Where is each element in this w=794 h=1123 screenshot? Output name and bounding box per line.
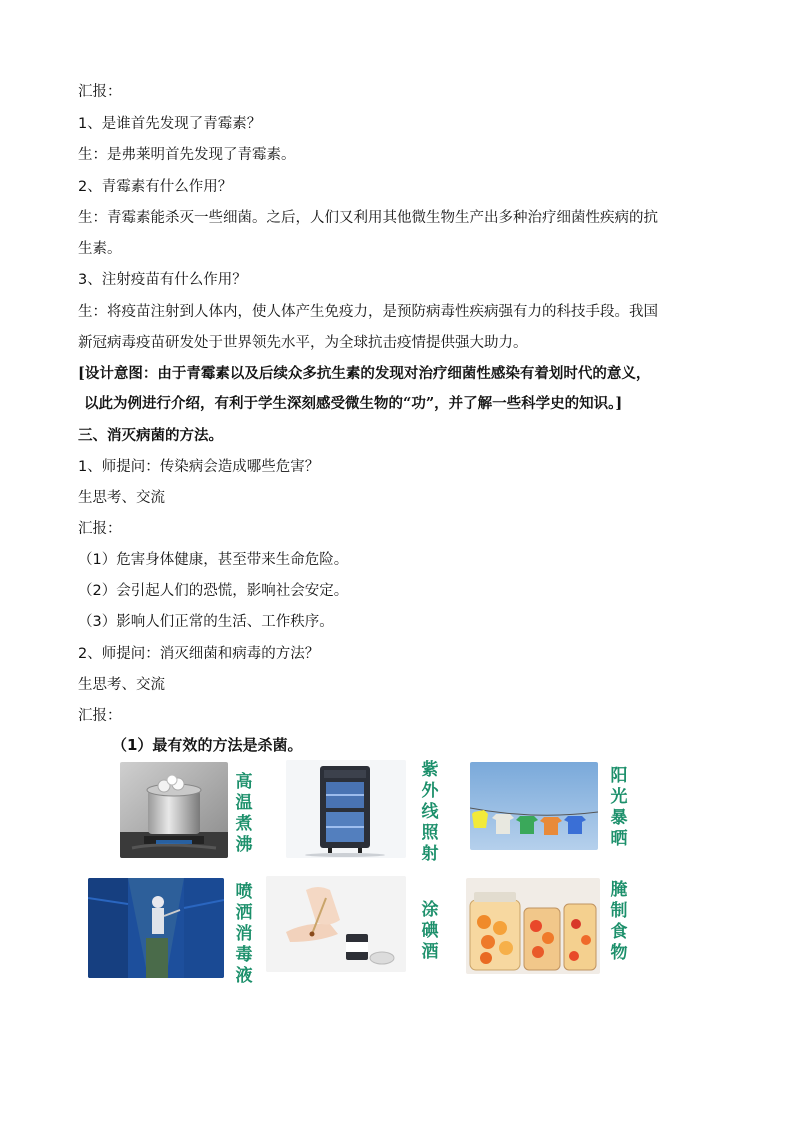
disinfectant-spray-photo [88,878,224,978]
text-line: 汇报： [78,708,122,724]
pickled-food-photo [466,878,600,974]
text-line: 新冠病毒疫苗研发处于世界领先水平，为全球抗击疫情提供强大助力。 [78,335,528,351]
method-caption: 紫外线照射 [421,760,439,864]
text-line: 生素。 [78,241,122,257]
method-caption: 高温煮沸 [235,772,253,855]
sun-drying-photo [470,762,598,850]
design-intent: [设计意图：由于青霉素以及后续众多抗生素的发现对治疗细菌性感染有着划时代的意义， [78,365,651,382]
text-line: 汇报： [78,84,122,100]
uv-cabinet-photo [286,760,406,858]
boiling-pot-photo [120,762,228,858]
text-line: 2、师提问：消灭细菌和病毒的方法？ [78,646,320,662]
text-line: 1、是谁首先发现了青霉素？ [78,116,262,132]
text-line: （1）危害身体健康，甚至带来生命危险。 [78,552,349,568]
text-line: （3）影响人们正常的生活、工作秩序。 [78,614,334,630]
text-line: 生：青霉素能杀灭一些细菌。之后，人们又利用其他微生物生产出多种治疗细菌性疾病的抗 [78,210,658,226]
text-line: （2）会引起人们的恐慌，影响社会安定。 [78,583,349,599]
method-caption: 喷洒消毒液 [235,882,253,986]
text-line: 汇报： [78,521,122,537]
text-line: 1、师提问：传染病会造成哪些危害？ [78,459,320,475]
method-caption: 涂碘酒 [421,900,439,962]
method-caption: 腌制食物 [610,880,628,963]
design-intent: 以此为例进行介绍，有利于学生深刻感受微生物的“功”，并了解一些科学史的知识。] [84,395,623,412]
subheading: （1）最有效的方法是杀菌。 [112,736,303,754]
text-line: 生思考、交流 [78,490,165,506]
text-line: 生：将疫苗注射到人体内，使人体产生免疫力，是预防病毒性疾病强有力的科技手段。我国 [78,304,658,320]
text-line: 2、青霉素有什么作用？ [78,179,233,195]
section-heading: 三、消灭病菌的方法。 [78,428,223,444]
text-line: 生思考、交流 [78,677,165,693]
iodine-photo [266,876,406,972]
method-caption: 阳光暴晒 [610,766,628,849]
text-line: 生：是弗莱明首先发现了青霉素。 [78,147,296,163]
text-line: 3、注射疫苗有什么作用？ [78,272,247,288]
